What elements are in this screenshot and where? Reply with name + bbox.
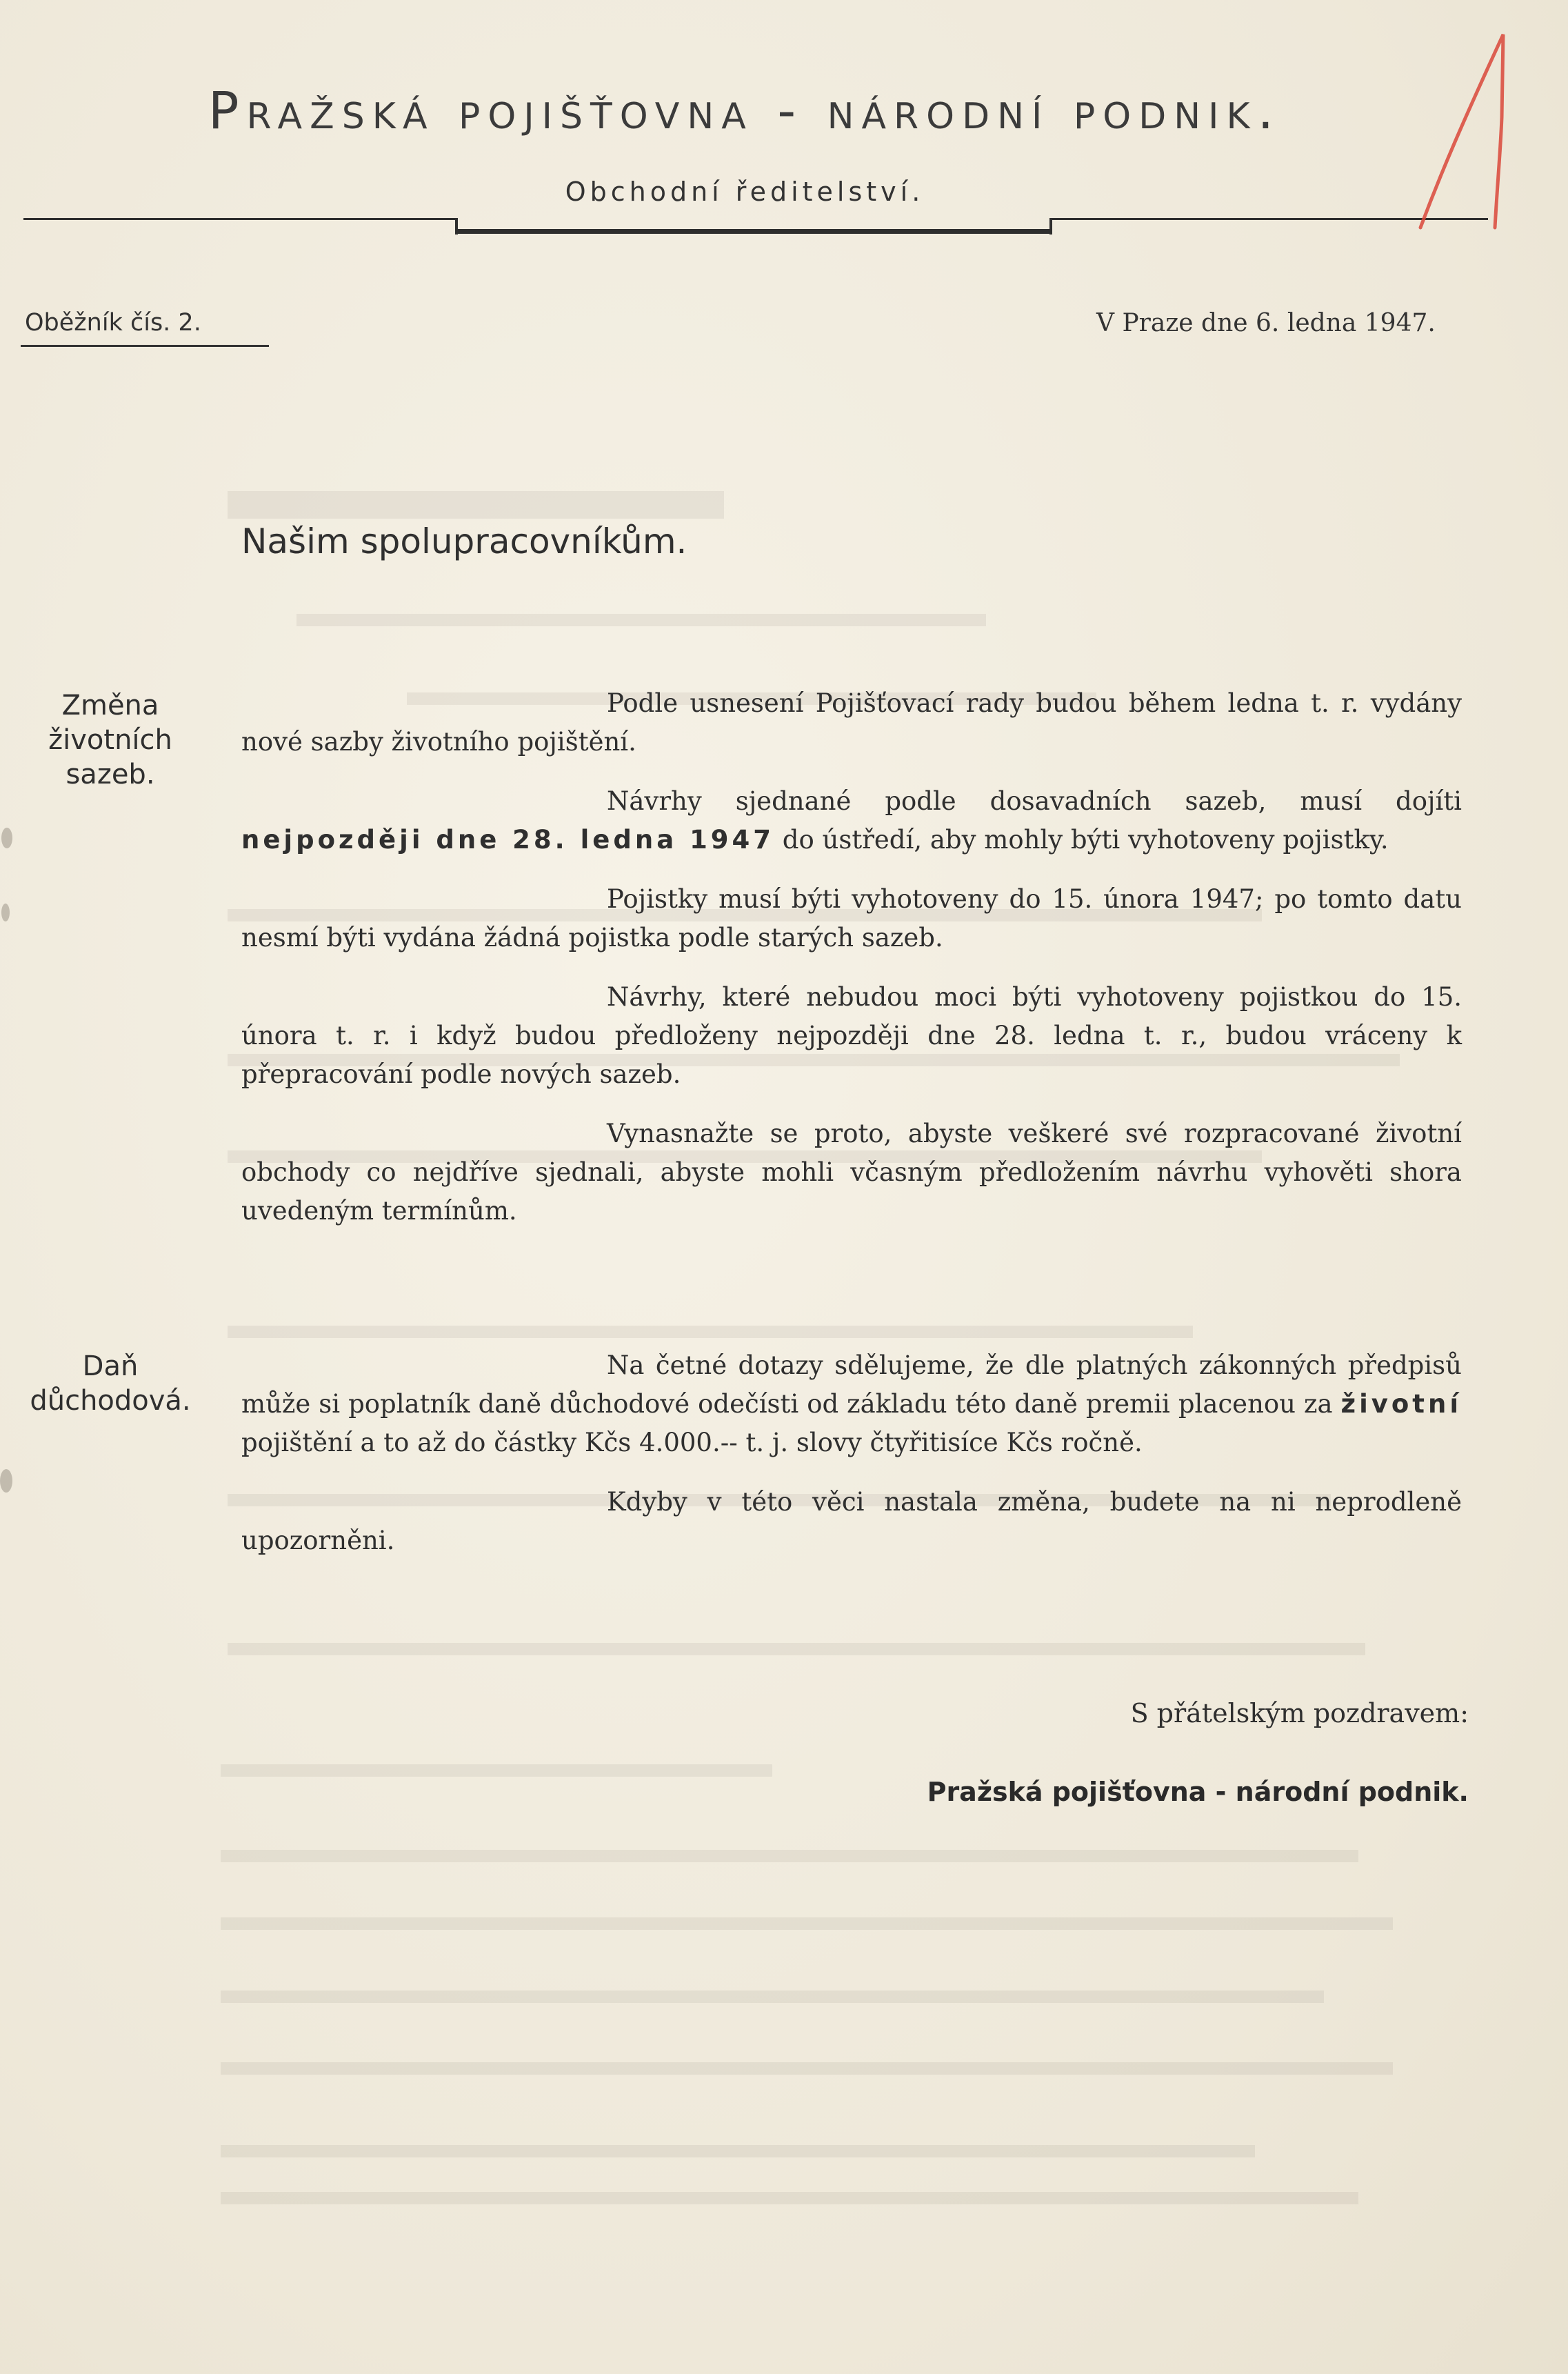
margin-label-line: Změna [61,690,159,721]
signature: Pražská pojišťovna - národní podnik. [927,1777,1469,1807]
bleed-through [221,2062,1393,2075]
bleed-through [228,491,724,519]
margin-label-line: životních [48,724,172,756]
punch-hole-mark [0,1469,12,1493]
circular-number-underline [21,345,269,347]
paragraph-text: Podle usnesení Pojišťovací rady budou během ledna t. r. vydány nové sazby životního pojištění. [241,688,1462,757]
bleed-through [221,1991,1324,2003]
paragraph-text: do ústředí, aby mohly býti vyhotoveny pojistky. [774,825,1389,855]
paragraph [241,1115,1462,1230]
salutation: Našim spolupracovníkům. [241,521,687,561]
margin-label-rate-change [7,688,214,792]
bleed-through [228,1326,1193,1338]
deadline-emphasis: nejpozději dne 28. ledna 1947 [241,825,775,855]
paragraph-text: Na četné dotazy sdělujeme, že dle platných zákonných předpisů může si poplatník daně důchodové odečísti od základu této daně premii placenou za [241,1350,1462,1419]
margin-label-line: sazeb. [66,759,155,790]
margin-label-income-tax [7,1349,214,1418]
punch-hole-mark [1,904,10,921]
bleed-through [221,1850,1358,1862]
section-income-tax [241,1346,1462,1581]
red-pencil-mark [1414,21,1517,241]
paragraph [241,782,1462,859]
paragraph [241,978,1462,1094]
paragraph [241,1483,1462,1560]
punch-hole-mark [1,828,12,848]
margin-label-line: Daň [82,1350,139,1382]
letterhead-rule-center [458,229,1051,234]
margin-label-line: důchodová. [30,1385,191,1417]
paragraph-text: Kdyby v této věci nastala změna, budete na ni neprodleně upozorněni. [241,1487,1462,1555]
bleed-through [228,1643,1365,1655]
bleed-through [221,1764,772,1777]
organization-title: Pražská pojišťovna - národní podnik. [208,81,1282,141]
letterhead-rule-left [23,218,458,220]
bleed-through [221,2192,1358,2204]
paragraph [241,684,1462,761]
bleed-through [221,2145,1255,2157]
paragraph [241,880,1462,957]
paragraph-text: Návrhy, které nebudou moci býti vyhotoveny pojistkou do 15. února t. r. i když budou předloženy nejpozději dne 28. ledna t. r., budou vráceny k přepracování podle nových sazeb. [241,982,1462,1089]
paragraph-text: Pojistky musí býti vyhotoveny do 15. února 1947; po tomto datu nesmí býti vydána žádná pojistka podle starých sazeb. [241,884,1462,952]
department-name: Obchodní ředitelství. [565,177,925,207]
paragraph [241,1346,1462,1462]
bleed-through [221,1917,1393,1930]
life-emphasis: životní [1340,1389,1462,1419]
paragraph-text: pojištění a to až do částky Kčs 4.000.-- t. j. slovy čtyřitisíce Kčs ročně. [241,1428,1143,1457]
paragraph-text: Návrhy sjednané podle dosavadních sazeb, musí dojíti [607,786,1462,816]
paragraph-text: Vynasnažte se proto, abyste veškeré své rozpracované životní obchody co nejdříve sjednali, abyste mohli včasným předložením návrhu vyhověti shora uvedeným termínům. [241,1119,1462,1226]
section-rate-change [241,684,1462,1251]
bleed-through [296,614,986,626]
closing-greeting: S přátelským pozdravem: [1130,1698,1469,1728]
letterhead-rule-tick [1049,218,1052,235]
date-line: V Praze dne 6. ledna 1947. [1096,309,1436,337]
circular-number: Oběžník čís. 2. [25,309,201,337]
